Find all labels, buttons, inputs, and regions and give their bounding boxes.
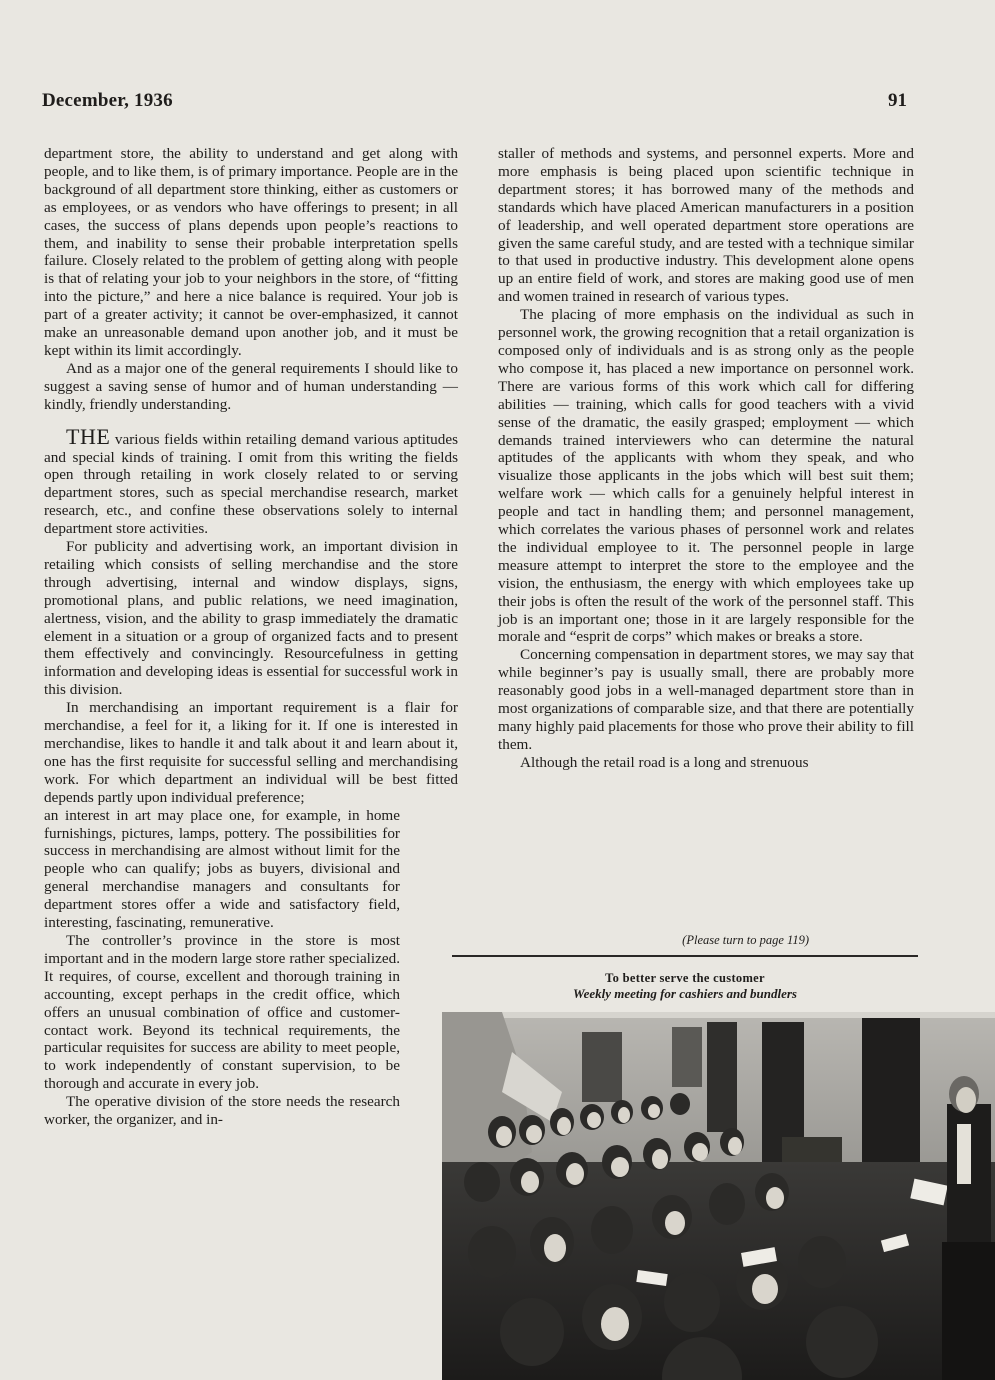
left-column xyxy=(44,145,458,1129)
figure-caption-title: To better serve the customer xyxy=(605,971,765,985)
paragraph: department store, the ability to understand and get along with people, and to like them, is of primary importance. People are in the background of all department store thinking, either as customers or as employees, or as vendors who have offerings to present; in all cases, the success of plans depends upon people’s reactions to them, and inability to sense their probable interpretation spells failure. Closely related to the problem of getting along with people is that of relating your job to your neighbors in the store, of “fitting into the picture,” and here a nice balance is required. Your job is part of a greater activity; it cannot be over-emphasized, it cannot make an unreasonable demand upon another job, and it must be kept within its limit accordingly. xyxy=(44,145,458,359)
paragraph: staller of methods and systems, and personnel experts. More and more emphasis is being placed upon scientific technique in department stores; it has borrowed many of the methods and standards which have placed American manufacturers in a position of leadership, and well operated department store operations are given the same careful study, and are tested with a technique similar to that used in productive industry. This development alone opens up an entire field of work, and stores are making good use of men and women trained in research of various types. xyxy=(498,145,914,306)
paragraph: Although the retail road is a long and strenuous xyxy=(520,753,809,771)
paragraph: an interest in art may place one, for example, in home furnishings, pictures, lamps, pottery. The possibilities for success in merchandising are almost without limit for the people who can qualify; jobs as buyers, divisional and general merchandise managers and consultants for department stores offer a wide and satisfactory field, interesting, fascinating, remunerative. xyxy=(44,806,400,932)
drop-cap: THE xyxy=(66,423,111,449)
figure-caption-subtitle: Weekly meeting for cashiers and bundlers xyxy=(572,986,797,1001)
paragraph: The operative division of the store needs the research worker, the organizer, and in- xyxy=(44,1093,400,1129)
caption-rule xyxy=(452,955,918,957)
meeting-photograph xyxy=(442,1012,995,1380)
section-opening-text: various fields within retailing demand various aptitudes and special kinds of training. I omit from this writing the fields open through retailing in work closely related to or serving department stores, such as special merchandise research, market research, etc., and confine these observations solely to internal department store activities. xyxy=(44,430,458,538)
page-number: 91 xyxy=(888,90,907,111)
right-column xyxy=(498,145,914,772)
paragraph: And as a major one of the general requirements I should like to suggest a saving sense of humor and of human understanding — kindly, friendly understanding. xyxy=(44,359,458,413)
paragraph: For publicity and advertising work, an important division in retailing which consists of selling merchandise and the store through advertising, internal and window displays, signs, promotional plans, and public relations, we need imagination, alertness, vision, and the ability to grasp immediately the dramatic element in a situation or a group of organized facts and to present them effectively and convincingly. Resourcefulness in getting information and developing ideas is essential for successful work in this division. xyxy=(44,538,458,699)
continuation-note: (Please turn to page 119) xyxy=(682,933,809,947)
narrow-block xyxy=(44,807,400,1129)
paragraph: In merchandising an important requirement is a flair for merchandise, a feel for it, a liking for it. If one is interested in merchandise, likes to handle it and talk about it and learn about it, one has the first requisite for successful selling and merchandising work. For which department an individual will be best fitted depends partly upon individual preference; xyxy=(44,699,458,806)
section-opening-paragraph xyxy=(44,423,458,538)
paragraph: Concerning compensation in department stores, we may say that while beginner’s pay is usually small, there are probably more reasonably good jobs in a well-managed department store than in most organizations of comparable size, and that there are potentially many highly paid placements for those who prove their ability to fill them. xyxy=(498,646,914,753)
issue-date: December, 1936 xyxy=(42,90,173,111)
photo-illustration xyxy=(442,1012,995,1380)
paragraph: The controller’s province in the store is most important and in the modern large store rather specialized. It requires, of course, excellent and thorough training in accounting, except perhaps in the credit office, which offers an unusual combination of office and customer-contact work. Beyond its technical requirements, the particular requisites for success are ability to meet people, to work independently of constant supervision, to be thorough and accurate in every job. xyxy=(44,931,400,1093)
paragraph: The placing of more emphasis on the individual as such in personnel work, the growing recognition that a retail organization is composed only of individuals and is as strong only as the people who compose it, has placed a new importance on personnel work. There are various forms of this work which call for differing abilities — training, which calls for good teachers with a vivid sense of the dramatic, the easily grasped; employment — which demands trained interviewers who can determine the natural aptitudes of the applicants with whom they speak, and who visualize those applicants in the jobs which will best suit them; welfare work — which calls for a genuinely helpful interest in people and tact in handling them; and personnel management, which correlates the various phases of personnel work and relates the individual employee to it. The personnel people in large measure attempt to interpret the store to the employee and the vision, the enthusiasm, the energy with which employees take up their jobs is often the result of the work of the personnel staff. This job is an important one; those in it are largely responsible for the morale and “esprit de corps” which makes or breaks a store. xyxy=(498,306,914,646)
